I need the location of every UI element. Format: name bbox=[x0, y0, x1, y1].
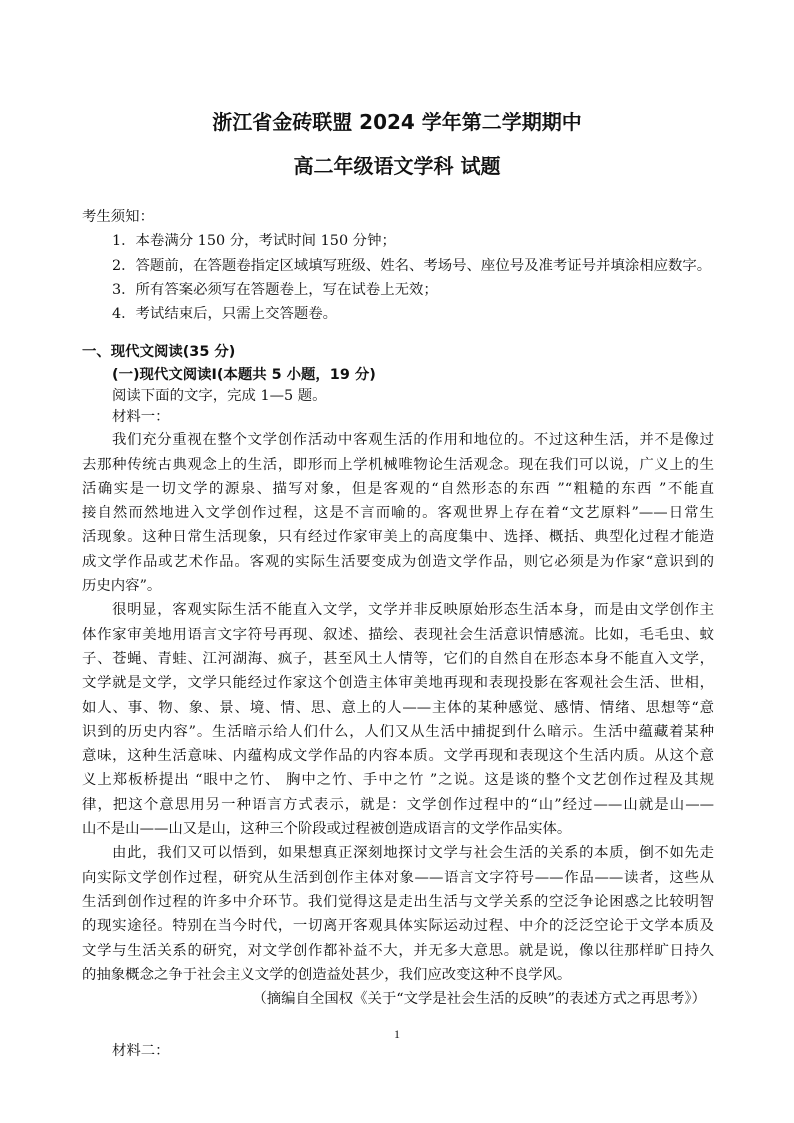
text-line: 山不是山——山又是山，这种三个阶段或过程被创造成语言的文学作品实体。 bbox=[82, 821, 572, 838]
notes-item: 2．答题前，在答题卷指定区域填写班级、姓名、考场号、座位号及准考证号并填涂相应数字。 bbox=[112, 257, 712, 274]
text-line: 义上郑板桥提出 “眼中之竹、 胸中之竹、手中之竹 ”之说。这是谈的整个文艺创作过程及其规 bbox=[82, 772, 714, 789]
text-line: 文学与生活关系的研究，对文学创作都补益不大，并无多大意思。就是说，像以往那样旷日持久 bbox=[82, 942, 714, 959]
instruction: 阅读下面的文字，完成 1—5 题。 bbox=[112, 388, 327, 405]
exam-notes bbox=[82, 205, 714, 326]
section-heading: 一、现代文阅读(35 分) bbox=[82, 344, 236, 360]
text-line: 成文学作品或艺术作品。客观的实际生活要变成为创造文学作品，则它必须是为作家“意识到的 bbox=[82, 553, 714, 570]
text-line: 律，把这个意思用另一种语言方式表示，就是：文学创作过程中的“山”经过——山就是山—— bbox=[82, 796, 714, 813]
notes-heading: 考生须知： bbox=[82, 209, 154, 225]
paragraph bbox=[82, 428, 714, 598]
text-line: 文学就是文学，文学只能经过作家这个创造主体审美地再现和表现投影在客观社会生活、世相， bbox=[82, 675, 714, 692]
text-line: 去那种传统古典观念上的生活，即形而上学机械唯物论生活观念。现在我们可以说，广义上的生 bbox=[82, 456, 714, 473]
paragraph bbox=[82, 598, 714, 841]
exam-title: 浙江省金砖联盟 2024 学年第二学期期中 bbox=[212, 110, 582, 134]
text-line: 子、苍蝇、青蛙、江河湖海、疯子，甚至风土人情等，它们的自然自在形态本身不能直入文学， bbox=[82, 650, 714, 667]
text-line: 识到的历史内容”。生活暗示给人们什么，人们又从生活中捕捉到什么暗示。生活中蕴藏着某种 bbox=[82, 723, 714, 740]
text-line: 很明显，客观实际生活不能直入文学，文学并非反映原始形态生活本身，而是由文学创作主 bbox=[112, 602, 714, 619]
source-citation: （摘编自全国权《关于“文学是社会生活的反映”的表述方式之再思考》） bbox=[252, 991, 706, 1008]
notes-item: 4．考试结束后，只需上交答题卷。 bbox=[112, 306, 338, 323]
text-line: 由此，我们又可以悟到，如果想真正深刻地探讨文学与社会生活的关系的本质，倒不如先走 bbox=[112, 845, 714, 862]
text-line: 活现象。这种日常生活现象，只有经过作家审美上的高度集中、选择、概括、典型化过程才能造 bbox=[82, 529, 714, 546]
text-line: 意味，这种生活意味、内蕴构成文学作品的内容本质。文学再现和表现这个生活内质。从这个意 bbox=[82, 748, 714, 765]
page-number: 1 bbox=[394, 1027, 400, 1041]
paragraph bbox=[82, 841, 714, 987]
sub-section-heading: (一)现代文阅读Ⅰ(本题共 5 小题，19 分) bbox=[112, 367, 376, 384]
material1-body bbox=[82, 428, 714, 987]
text-line: 活确实是一切文学的源泉、描写对象，但是客观的“自然形态的东西 ”“粗糙的东西 ”不能直 bbox=[82, 480, 714, 497]
text-line: 我们充分重视在整个文学创作活动中客观生活的作用和地位的。不过这种生活，并不是像过 bbox=[112, 432, 714, 449]
notes-item: 1．本卷满分 150 分，考试时间 150 分钟； bbox=[112, 233, 396, 250]
text-line: 如人、事、物、象、景、境、情、思、意上的人——主体的某种感觉、感情、情绪、思想等“意 bbox=[82, 699, 714, 716]
text-line: 的现实途径。特别在当今时代，一切离开客观具体实际运动过程、中介的泛泛空论于文学本质及 bbox=[82, 918, 714, 935]
text-line: 生活到创作过程的许多中介环节。我们觉得这是走出生活与文学关系的空泛争论困惑之比较明智 bbox=[82, 893, 714, 910]
text-line: 向实际文学创作过程，研究从生活到创作主体对象——语言文字符号——作品——读者，这些从 bbox=[82, 869, 714, 886]
exam-subtitle: 高二年级语文学科 试题 bbox=[293, 154, 501, 178]
text-line: 的抽象概念之争于社会主义文学的创造益处甚少，我们应改变这种不良学风。 bbox=[82, 966, 572, 983]
section-modern-reading bbox=[82, 340, 714, 1064]
material2-label: 材料二： bbox=[112, 1043, 170, 1060]
notes-item: 3．所有答案必须写在答题卷上，写在试卷上无效； bbox=[112, 281, 438, 298]
text-line: 体作家审美地用语言文字符号再现、叙述、描绘、表现社会生活意识情感流。比如，毛毛虫、蚊 bbox=[82, 626, 714, 643]
material1-label: 材料一： bbox=[112, 409, 170, 426]
text-line: 历史内容”。 bbox=[82, 578, 162, 595]
text-line: 接自然而然地进入文学创作过程，这是不言而喻的。客观世界上存在着“文艺原料”——日常生 bbox=[82, 505, 714, 522]
